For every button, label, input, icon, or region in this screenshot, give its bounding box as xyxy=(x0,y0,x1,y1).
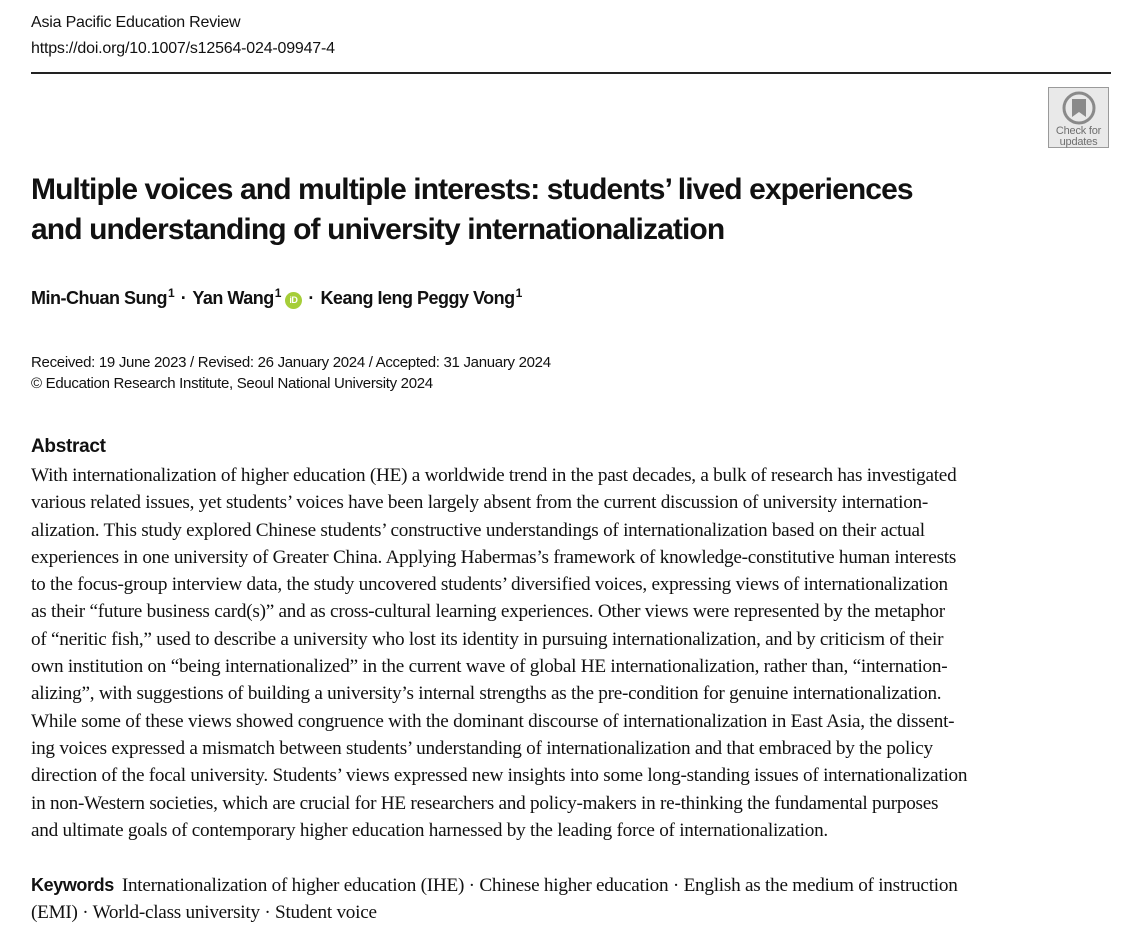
copyright-notice: © Education Research Institute, Seoul National University 2024 xyxy=(31,375,433,392)
check-for-updates-badge[interactable] xyxy=(1048,87,1109,148)
abstract-line: With internationalization of higher education (HE) a worldwide trend in the past decades, a bulk of research has investigated xyxy=(31,465,957,486)
author-separator: · xyxy=(180,288,187,308)
abstract-line: to the focus-group interview data, the study uncovered students’ diversified voices, expressing views of internationalization xyxy=(31,574,948,596)
abstract-line: ing voices expressed a mismatch between students’ understanding of internationalization and that embraced by the policy xyxy=(31,737,933,759)
keywords-line xyxy=(31,872,1111,899)
abstract-heading: Abstract xyxy=(31,436,106,457)
abstract-line: experiences in one university of Greater China. Applying Habermas’s framework of knowledge-constitutive human interests xyxy=(31,546,957,568)
author-name[interactable]: Keang Ieng Peggy Vong xyxy=(320,288,515,308)
doi-link[interactable]: https://doi.org/10.1007/s12564-024-09947-4 xyxy=(31,40,335,57)
article-dates: Received: 19 June 2023 / Revised: 26 January 2024 / Accepted: 31 January 2024 xyxy=(31,354,551,371)
abstract-line: While some of these views showed congruence with the dominant discourse of internationalization in East Asia, the dissent- xyxy=(31,710,955,732)
title-line: and understanding of university internationalization xyxy=(31,213,725,246)
journal-name: Asia Pacific Education Review xyxy=(31,14,241,31)
abstract-line: alizing”, with suggestions of building a university’s internal strengths as the pre-condition for genuine internationalization. xyxy=(31,683,942,705)
author-affiliation: 1 xyxy=(515,286,522,300)
author-name[interactable]: Min-Chuan Sung xyxy=(31,288,167,308)
abstract-line: own institution on “being internationalized” in the current wave of global HE internationalization, rather than, “internation- xyxy=(31,656,948,678)
keywords-section xyxy=(31,872,1111,926)
header-rule xyxy=(31,72,1111,74)
author-affiliation: 1 xyxy=(167,286,175,300)
abstract-line: various related issues, yet students’ voices have been largely absent from the current discussion of university internation- xyxy=(31,492,929,514)
author-name[interactable]: Yan Wang xyxy=(192,288,274,308)
article-history xyxy=(31,352,551,394)
article-title xyxy=(31,170,991,250)
abstract-line: in non-Western societies, which are crucial for HE researchers and policy-makers in re-thinking the fundamental purposes xyxy=(31,792,939,814)
abstract-text xyxy=(31,462,1111,844)
title-line: Multiple voices and multiple interests: students’ lived experiences xyxy=(31,173,913,206)
abstract-line: as their “future business card(s)” and as cross-cultural learning experiences. Other views were represented by the metaphor xyxy=(31,601,945,623)
check-for-updates-icon xyxy=(1062,91,1096,125)
keywords-text: (EMI) · World-class university · Student voice xyxy=(31,902,377,923)
abstract-line: and ultimate goals of contemporary higher education harnessed by the leading force of internationalization. xyxy=(31,819,828,841)
abstract-line: direction of the focal university. Students’ views expressed new insights into some long-standing issues of internationalization xyxy=(31,765,968,787)
check-for-updates-label: Check for updates xyxy=(1055,125,1102,148)
orcid-icon[interactable]: iD xyxy=(285,292,302,309)
author-affiliation: 1 xyxy=(274,286,281,300)
keywords-text: Internationalization of higher education (IHE) · Chinese higher education · English as the medium of instruction xyxy=(121,875,958,896)
author-list xyxy=(31,286,522,310)
abstract-line: of “neritic fish,” used to describe a university who lost its identity in pursuing internationalization, and by criticism of their xyxy=(31,628,944,650)
author-separator: · xyxy=(308,288,314,308)
abstract-line: alization. This study explored Chinese students’ constructive understandings of internationalization based on their actual xyxy=(31,519,925,541)
keywords-label: Keywords xyxy=(31,875,114,895)
